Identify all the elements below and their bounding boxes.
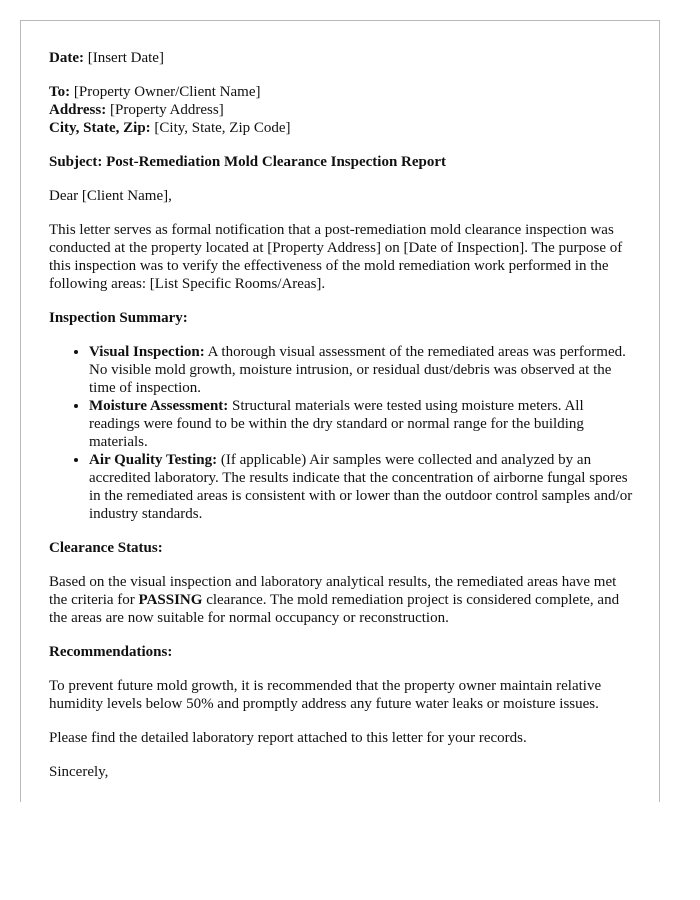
to-label: To: <box>49 84 71 100</box>
city-label: City, State, Zip: <box>49 120 151 136</box>
intro-paragraph: This letter serves as formal notification that a post-remediation mold clearance inspection was conducted at the property located at [Property Address] on [Date of Inspection]. The purpose of this inspection was to verify the effectiveness of the mold remediation work performed in the following areas: [List Specific Rooms/Areas]. <box>49 222 623 292</box>
clearance-text-after: clearance. The mold remediation project is considered complete, and the areas are now suitable for normal occupancy or reconstruction. <box>49 592 620 626</box>
to-line <box>49 83 633 101</box>
inspection-summary-list <box>49 343 633 523</box>
list-item <box>89 451 633 523</box>
clearance-status-heading: Clearance Status: <box>49 540 163 556</box>
inspection-summary-heading: Inspection Summary: <box>49 310 188 326</box>
passing-emphasis: PASSING <box>138 592 203 608</box>
letter-body <box>49 49 633 797</box>
city-value: [City, State, Zip Code] <box>154 120 291 136</box>
list-item-label: Visual Inspection: <box>89 344 205 360</box>
attachment-note: Please find the detailed laboratory report attached to this letter for your records. <box>49 730 527 746</box>
list-item-label: Moisture Assessment: <box>89 398 229 414</box>
recommendations-paragraph: To prevent future mold growth, it is recommended that the property owner maintain relative humidity levels below 50% and promptly address any future water leaks or moisture issues. <box>49 678 602 712</box>
clearance-paragraph <box>49 573 633 627</box>
list-item-text: A thorough visual assessment of the remediated areas was performed. No visible mold growth, moisture intrusion, or residual dust/debris was observed at the time of inspection. <box>89 344 626 396</box>
date-value: [Insert Date] <box>87 50 164 66</box>
address-value: [Property Address] <box>109 102 224 118</box>
address-line <box>49 101 633 119</box>
list-item-label: Air Quality Testing: <box>89 452 218 468</box>
subject-line: Subject: Post-Remediation Mold Clearance Inspection Report <box>49 154 447 170</box>
recommendations-heading: Recommendations: <box>49 644 173 660</box>
date-label: Date: <box>49 50 84 66</box>
list-item-text: (If applicable) Air samples were collected and analyzed by an accredited laboratory. The results indicate that the concentration of airborne fungal spores in the remediated areas is consistent with or lower than the outdoor control samples and/or industry standards. <box>89 452 633 522</box>
list-item <box>89 343 633 397</box>
letter-page <box>20 20 660 802</box>
closing: Sincerely, <box>49 764 109 780</box>
list-item <box>89 397 633 451</box>
clearance-text-before: Based on the visual inspection and laboratory analytical results, the remediated areas have met the criteria for <box>49 574 617 608</box>
list-item-text: Structural materials were tested using moisture meters. All readings were found to be within the dry standard or normal range for the building materials. <box>89 398 584 450</box>
date-line <box>49 49 633 67</box>
to-value: [Property Owner/Client Name] <box>73 84 261 100</box>
address-label: Address: <box>49 102 107 118</box>
salutation: Dear [Client Name], <box>49 188 172 204</box>
city-line <box>49 119 633 137</box>
